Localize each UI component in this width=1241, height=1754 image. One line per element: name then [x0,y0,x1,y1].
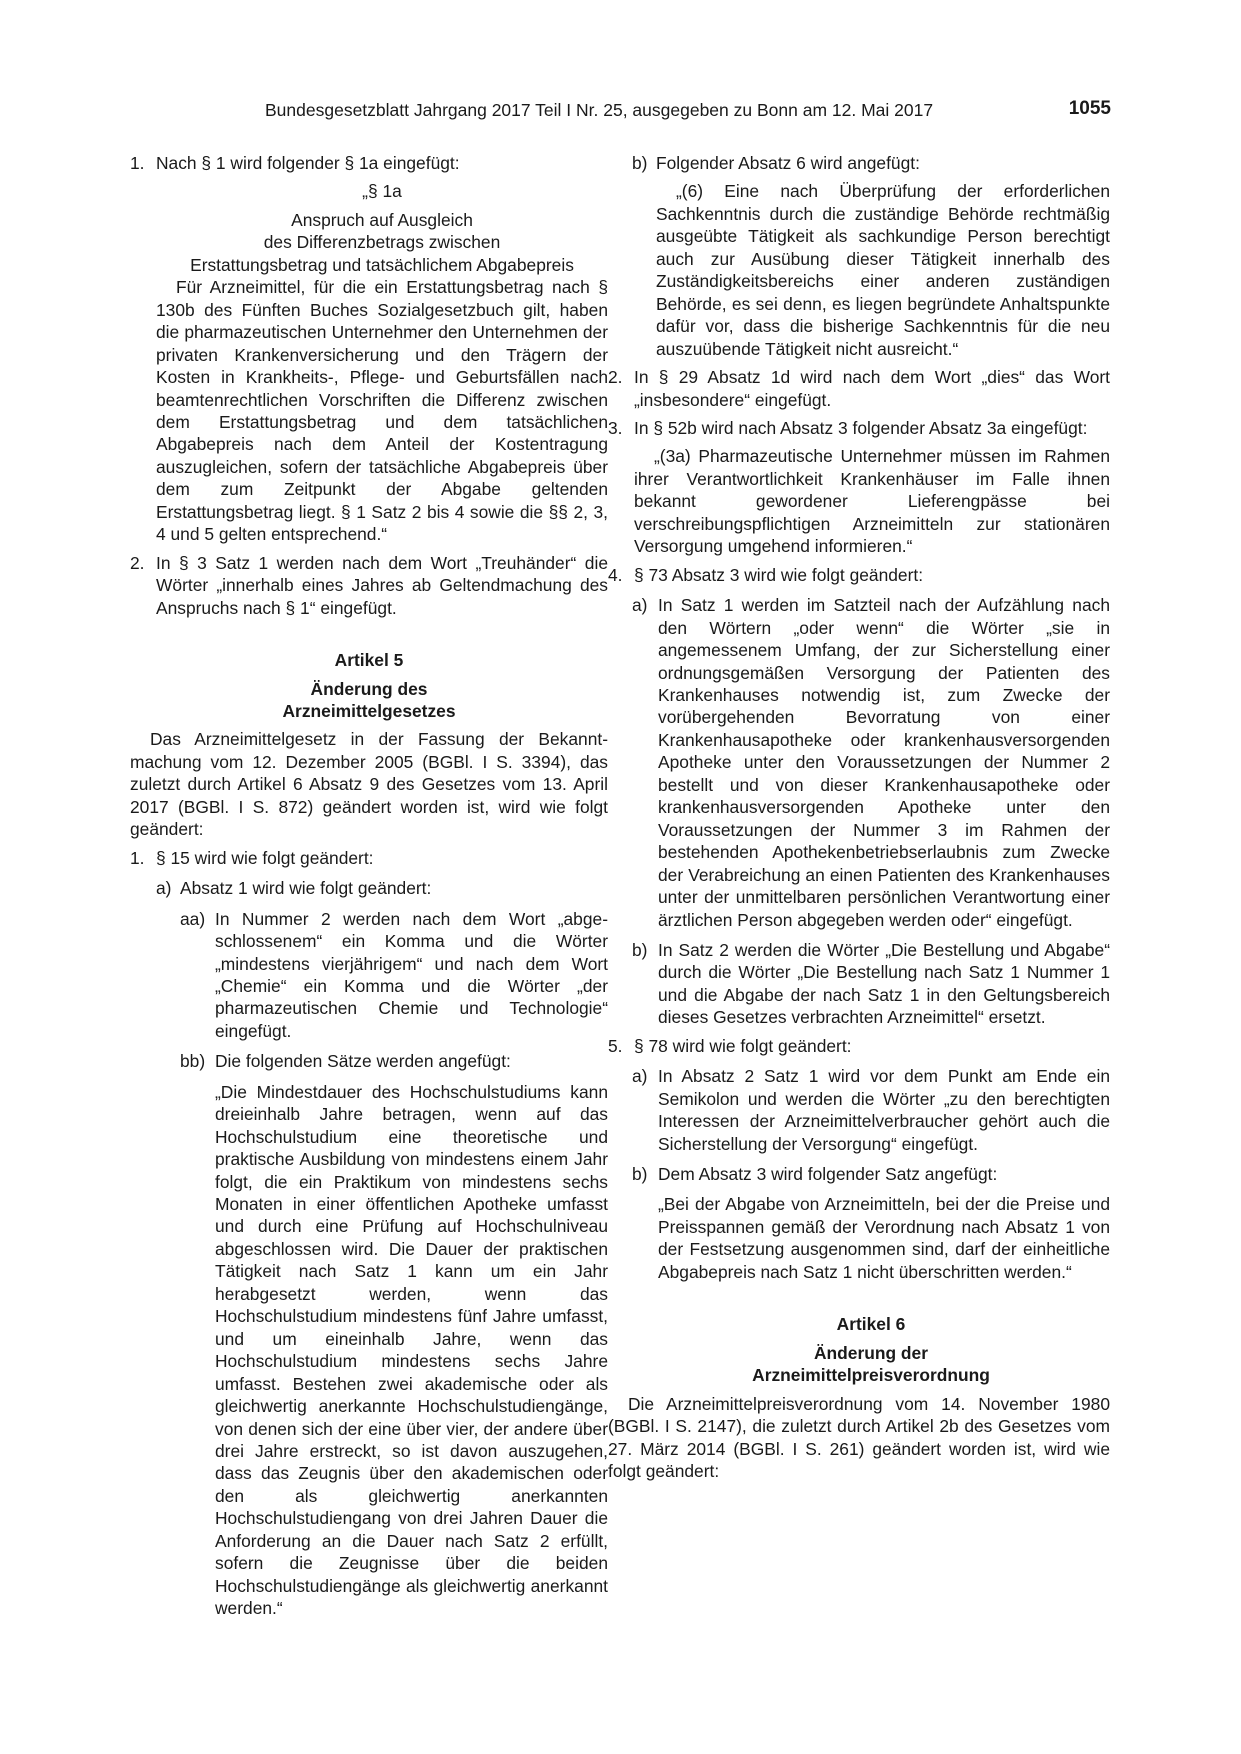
article-title-line: Änderung der [813,1342,928,1363]
running-header [265,98,1111,124]
item-number: a) [156,878,172,899]
inserted-section-1a [156,180,608,545]
item-number: bb) [180,1051,206,1072]
item-number: a) [632,1066,648,1087]
list-item [632,1065,1110,1155]
article-label: Artikel 6 [836,1314,906,1335]
item-text: In § 3 Satz 1 werden nach dem Wort „Treuhänder“ die Wörter „innerhalb eines Jahres ab Geltendmachung des Anspruchs nach § 1“ eingefügt. [156,552,608,618]
quoted-text: „(3a) Pharmazeutische Unternehmer müssen im Rahmen ihrer Verantwortlichkeit Krankenhäuser im Falle ihnen bekannt gewordener Lieferengpässe bei verschreibungspflichtigen Arzneimitteln zur stationären Versorgung umgehend informieren.“ [634,446,1110,557]
section-title-line: Erstattungsbetrag und tatsächlichem Abgabepreis [190,254,574,275]
left-column [130,152,608,1620]
article-label: Artikel 5 [334,650,404,671]
item-text: Folgender Absatz 6 wird angefügt: [656,153,920,173]
item-number: 2. [130,552,145,573]
item-text: In Satz 2 werden die Wörter „Die Bestellung und Abgabe“ durch die Wörter „Die Bestellung nach Satz 1 Nummer 1 und die Abgabe der nach Satz 1 in den Geltungsbereich dieses Gesetzes verbrachten Arzneimittel“ ersetzt. [658,939,1110,1028]
item-text: In Absatz 2 Satz 1 wird vor dem Punkt am Ende ein Semikolon und werden die Wörter „zu den berechtigten Interessen der Arzneimittelverbraucher gehört auch die Sicherstellung der Versorgung“ eingefügt. [658,1066,1110,1154]
list-item [130,847,608,869]
item-text: Absatz 1 wird wie folgt geändert: [180,878,432,899]
article-title-line: Änderung des [310,678,428,699]
list-item [608,564,1110,586]
section-number: „§ 1a [362,181,402,202]
item-text: In Nummer 2 werden nach dem Wort „abgeschlossenem“ ein Komma und die Wörter „mindestens vierjährigem“ und nach dem Wort „Chemie“ ein Komma und die Wörter „der pharmazeutischen Chemie und Technologie“ eingefügt. [215,908,608,1041]
list-item [608,366,1110,411]
list-item [632,594,1110,931]
list-item [180,908,608,1043]
article-intro: Die Arzneimittelpreisverordnung vom 14. November 1980 (BGBl. I S. 2147), die zuletzt durch Artikel 2b des Gesetzes vom 27. März 2014 (BGBl. I S. 261) geändert worden ist, wird wie folgt geändert: [608,1393,1110,1482]
item-number: a) [632,595,648,616]
list-item [156,877,608,899]
list-item [608,417,1110,439]
item-number: 1. [130,153,145,173]
item-number: 2. [608,367,623,388]
list-item [632,152,1110,174]
item-number: 1. [130,847,145,868]
item-number: b) [632,939,648,960]
list-item [130,152,608,174]
item-text: § 78 wird wie folgt geändert: [634,1035,852,1056]
list-item [130,552,608,619]
quoted-text: „(6) Eine nach Überprüfung der erforderlichen Sachkenntnis durch die zuständige Behörde rechtmäßig ausgeübte Tätigkeit als sachkundige Person berechtigt auch zur Ausübung dieser Tätigkeit innerhalb des Zuständigkeitsbereichs einer anderen zuständigen Behörde, es sei denn, es liegen begründete Anhaltspunkte dafür vor, dass die bisherige Sachkenntnis für die neu auszuübende Tätigkeit nicht ausreicht.“ [656,181,1110,359]
item-text: Die folgenden Sätze werden angefügt: [215,1051,511,1072]
right-column [608,152,1110,1482]
item-number: b) [632,1164,648,1185]
item-number: 5. [608,1035,623,1056]
section-title-line: des Differenzbetrags zwischen [263,232,501,253]
item-number: 4. [608,564,623,585]
list-item [608,1035,1110,1057]
section-text: Für Arzneimittel, für die ein Erstattungsbetrag nach § 130b des Fünften Buches Sozialgesetzbuch gilt, haben die pharmazeutischen Unternehmer den Unternehmen der privaten Krankenversicherung und den Trägern der Kosten in Krankheits-, Pflege- und Geburtsfällen nach beamtenrechtlichen Vorschriften die Differenz zwischen dem Erstattungsbetrag und dem tatsächlichen Abgabepreis nach dem Anteil der Kostentragung auszugleichen, sofern der tatsächliche Abgabepreis über dem zum Zeitpunkt der Abgabe geltenden Erstattungsbetrag liegt. § 1 Satz 2 bis 4 sowie die §§ 2, 3, 4 und 5 gelten entsprechend.“ [156,277,608,545]
quoted-text: „Die Mindestdauer des Hochschulstudiums kann dreieinhalb Jahre betragen, wenn auf das Hochschulstudium eine theoretische und praktische Ausbildung von mindestens einem Jahr folgt, die ein Praktikum von mindestens sechs Monaten in einer öffentlichen Apotheke umfasst und durch eine Prüfung auf Hochschulniveau abgeschlossen wird. Die Dauer der praktischen Tätigkeit nach Satz 1 kann um ein Jahr herabgesetzt werden, wenn das Hochschulstudium mindestens fünf Jahre umfasst, und um eineinhalb Jahre, wenn das Hochschulstudium mindestens sechs Jahre umfasst. Bestehen zwei akademische oder als gleichwertig anerkannte Hochschulstudiengänge, von denen sich der eine über vier, der andere über drei Jahre erstreckt, so ist davon auszugehen, dass das Zeugnis über den akademischen oder den als gleichwertig anerkannten Hochschulstudiengang von drei Jahren Dauer die Anforderung an die Dauer nach Satz 2 erfüllt, sofern die Zeugnisse über die beiden Hochschulstudiengänge als gleichwertig anerkannt werden.“ [215,1081,608,1619]
item-number: aa) [180,908,206,929]
item-text: Dem Absatz 3 wird folgender Satz angefügt: [658,1164,998,1185]
item-text: In Satz 1 werden im Satzteil nach der Aufzählung nach den Wörtern „oder wenn“ die Wörter „sie in angemessenem Umfang, der zur Sicherstellung einer ordnungsgemäßen Versorgung der Patienten des Krankenhauses notwendig ist, zum Zwecke der vorübergehenden Bevorratung von einer Krankenhausapotheke oder krankenhausversorgenden Apotheke unter den Voraussetzungen der Nummer 2 bestellt und von dieser Krankenhausapotheke oder krankenhausversorgenden Apotheke unter den Voraussetzungen der Nummer 3 im Rahmen der bestehenden Apothekenbetriebserlaubnis zum Zwecke der Verabreichung an einen Patienten des Krankenhauses unter der unmittelbaren persönlichen Verantwortung einer ärztlichen Person abgegeben werden oder“ eingefügt. [658,595,1110,930]
item-text: In § 52b wird nach Absatz 3 folgender Absatz 3a eingefügt: [634,417,1088,438]
item-text: § 15 wird wie folgt geändert: [156,847,374,868]
article-title-line: Arzneimittelgesetzes [282,700,456,721]
article-intro: Das Arzneimittelgesetz in der Fassung der Bekanntmachung vom 12. Dezember 2005 (BGBl. I S. 3394), das zuletzt durch Artikel 6 Absatz 9 des Gesetzes vom 13. April 2017 (BGBl. I S. 872) geändert worden ist, wird wie folgt geändert: [130,729,608,840]
item-number: b) [632,153,648,173]
running-title: Bundesgesetzblatt Jahrgang 2017 Teil I Nr. 25, ausgegeben zu Bonn am 12. Mai 2017 [265,100,934,120]
quoted-text: „Bei der Abgabe von Arzneimitteln, bei der die Preise und Preisspannen gemäß der Verordnung nach Absatz 1 von der Festsetzung ausgenommen sind, darf der einheitliche Abgabepreis nach Satz 1 nicht überschritten werden.“ [658,1194,1110,1282]
list-item [180,1050,608,1072]
article-title-line: Arzneimittelpreisverordnung [752,1365,990,1386]
item-text: Nach § 1 wird folgender § 1a eingefügt: [156,153,460,173]
page-number: 1055 [1068,98,1111,119]
list-item [632,939,1110,1029]
item-number: 3. [608,417,623,438]
section-title-line: Anspruch auf Ausgleich [291,209,473,230]
item-text: § 73 Absatz 3 wird wie folgt geändert: [634,564,924,585]
list-item [632,1163,1110,1185]
item-text: In § 29 Absatz 1d wird nach dem Wort „dies“ das Wort „insbesondere“ eingefügt. [634,367,1110,410]
